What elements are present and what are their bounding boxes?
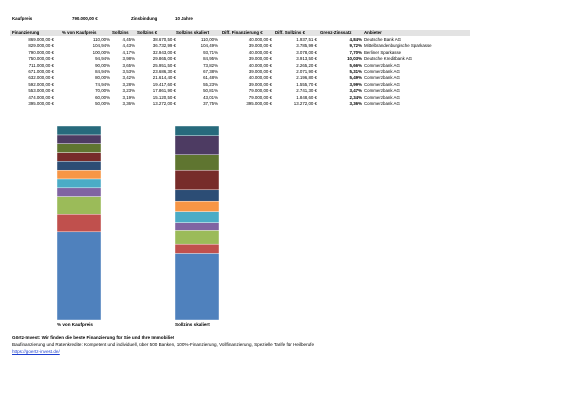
table-cell: Commerzbank AG [364, 88, 400, 94]
table-cell: 3,65% [122, 62, 135, 68]
table-cell: 70,00% [95, 88, 110, 94]
column-header: Sollzins € [137, 30, 158, 35]
table-cell: 4,17% [122, 49, 135, 55]
table-cell: 553.000,00 € [28, 88, 54, 94]
bar-segment [57, 232, 101, 320]
table-cell: 592.000,00 € [28, 81, 54, 87]
zinsbindung-label: Zinsbindung [131, 16, 158, 21]
table-cell: 73,82% [203, 62, 218, 68]
table-cell: 711.000,00 € [28, 62, 54, 68]
financing-table [0, 0, 566, 140]
table-cell: 1.937,51 € [296, 37, 317, 42]
table-cell: 90,00% [95, 62, 110, 68]
table-cell: 474.000,00 € [28, 94, 54, 100]
table-cell: 74,94% [95, 81, 110, 87]
column-header: Diff. Finanzierung € [222, 30, 263, 35]
table-cell: 100,00% [92, 49, 110, 55]
table-cell: 790.000,00 € [28, 49, 54, 55]
footer-headline: Görtz-Invest: Wir finden die beste Finanzierung für Sie und Ihre Immobilie! [12, 335, 175, 340]
table-cell: 79.000,00 € [248, 94, 272, 100]
bar-segment [175, 190, 219, 201]
chart-xlabel: % von Kaufpreis [57, 322, 93, 327]
bar-segment [175, 136, 219, 155]
bar-segment [57, 153, 101, 162]
table-cell: 39.000,00 € [248, 43, 272, 49]
table-cell: 15.120,50 € [152, 94, 176, 100]
table-cell: 2.196,80 € [296, 75, 317, 81]
column-header: Sollzins skaliert [176, 30, 210, 35]
table-cell: Commerzbank AG [364, 62, 400, 68]
table-cell: 3,42% [122, 75, 135, 81]
bar-segment [57, 144, 101, 153]
table-cell: 750.000,00 € [28, 56, 54, 62]
table-cell: 29.865,00 € [152, 56, 176, 62]
table-cell: 829.000,00 € [28, 43, 54, 49]
table-cell: 21.614,40 € [152, 75, 176, 81]
table-cell: 50,00% [95, 101, 110, 106]
column-header: Diff. Sollzins € [275, 30, 306, 35]
table-cell: 395.000,00 € [28, 101, 54, 106]
table-cell: 39.000,00 € [248, 69, 272, 74]
table-cell: 4,45% [122, 37, 135, 42]
table-cell: 2,34% [349, 94, 362, 100]
table-cell: 39.000,00 € [248, 56, 272, 62]
footer-link[interactable]: https://goertz-invest.de/ [12, 349, 60, 354]
table-cell: 869.000,00 € [28, 37, 54, 42]
bar-segment [175, 126, 219, 136]
bar-segment [175, 155, 219, 170]
table-cell: 40.000,00 € [248, 75, 272, 81]
kaufpreis-value: 790.000,00 € [72, 16, 98, 21]
bar-segment [57, 135, 101, 144]
kaufpreis-label: Kaufpreis [12, 16, 33, 21]
table-cell: 43,01% [203, 94, 218, 100]
table-cell: 25.951,50 € [152, 62, 176, 68]
table-cell: 3,36% [349, 101, 362, 106]
table-cell: 671.000,00 € [28, 69, 54, 74]
table-cell: 38.670,50 € [152, 37, 176, 42]
table-cell: 60,00% [95, 94, 110, 100]
table-cell: Commerzbank AG [364, 101, 400, 106]
table-cell: 4,84% [349, 37, 362, 42]
table-cell: 3,28% [122, 81, 135, 87]
bar-segment [175, 244, 219, 253]
bar-segment [57, 214, 101, 232]
table-cell: 3,23% [122, 88, 135, 94]
bar-segment [175, 253, 219, 320]
table-cell: 61,48% [203, 75, 218, 81]
column-header: % von Kaufpreis [62, 30, 97, 35]
table-cell: 632.000,00 € [28, 75, 54, 81]
table-cell: 32.943,00 € [152, 49, 176, 55]
bar-segment [57, 188, 101, 197]
table-cell: 40.000,00 € [248, 49, 272, 55]
table-cell: 3,36% [122, 101, 135, 106]
bar-segment [175, 201, 219, 211]
bar-segment [57, 197, 101, 215]
table-cell: 55,23% [203, 81, 218, 87]
table-cell: 10,03% [347, 56, 362, 62]
table-cell: Commerzbank AG [364, 75, 400, 81]
table-cell: 395.000,00 € [246, 101, 272, 106]
bar-segment [175, 223, 219, 231]
table-cell: 104,94% [92, 43, 110, 49]
table-cell: 2.741,30 € [296, 88, 317, 94]
table-cell: 7,70% [349, 49, 362, 55]
zinsbindung-value: 10 Jahre [175, 16, 193, 21]
table-cell: 17.861,90 € [152, 88, 176, 94]
table-cell: 3,99% [349, 81, 362, 87]
table-cell: 9,72% [349, 43, 362, 49]
table-cell: 19.417,60 € [152, 81, 176, 87]
table-cell: 3.078,00 € [296, 49, 317, 55]
table-cell: Berliner Sparkasse [364, 49, 402, 55]
table-cell: Commerzbank AG [364, 69, 400, 74]
table-cell: 37,75% [203, 101, 218, 106]
table-cell: 1.848,60 € [296, 94, 317, 100]
table-cell: 79.000,00 € [248, 88, 272, 94]
bar-segment [175, 170, 219, 190]
table-cell: 13.272,00 € [152, 101, 176, 106]
table-cell: 3,19% [122, 94, 135, 100]
bar-segment [57, 170, 101, 179]
table-cell: 1.555,70 € [296, 81, 317, 87]
table-cell: 3,53% [122, 69, 135, 74]
table-cell: 23.686,30 € [152, 69, 176, 74]
column-header: Grenz-Zinssatz [320, 30, 352, 35]
table-cell: 3,47% [349, 88, 362, 94]
table-cell: 93,71% [203, 49, 218, 55]
table-cell: 5,66% [349, 62, 362, 68]
bar-segment [175, 212, 219, 223]
table-cell: 40.000,00 € [248, 37, 272, 42]
table-cell: 4,43% [122, 43, 135, 49]
table-cell: Deutsche Bank AG [364, 37, 402, 42]
table-cell: Mittelbrandenburgische Sparkasse [364, 43, 432, 49]
bar-segment [57, 161, 101, 170]
table-cell: Commerzbank AG [364, 94, 400, 100]
table-cell: 2.265,20 € [296, 62, 317, 68]
table-cell: 3.785,99 € [296, 43, 317, 49]
table-cell: 84,94% [95, 69, 110, 74]
table-cell: Deutsche Kreditbank AG [364, 56, 413, 62]
table-cell: 39.000,00 € [248, 81, 272, 87]
table-cell: 110,00% [92, 37, 110, 42]
table-cell: 5,31% [349, 69, 362, 74]
table-cell: 104,49% [200, 43, 218, 49]
column-header: Sollzins [112, 30, 129, 35]
table-cell: 67,38% [203, 69, 218, 74]
charts-area [0, 120, 566, 335]
table-cell: 94,94% [95, 56, 110, 62]
stacked-bar-charts [0, 120, 566, 335]
table-cell: 50,81% [203, 88, 218, 94]
table-cell: 5,49% [349, 75, 362, 81]
bar-segment [57, 126, 101, 135]
bar-segment [57, 179, 101, 188]
table-cell: Commerzbank AG [364, 81, 400, 87]
table-cell: 80,00% [95, 75, 110, 81]
table-cell: 36.732,99 € [152, 43, 176, 49]
bar-segment [175, 230, 219, 244]
table-cell: 84,95% [203, 56, 218, 62]
footer-description: Baufinanzierung und Ratenkredite: Kompetent und individuell, über 500 Banken, 100%-Finanzierung, Vollfinanzierung, Spezielle Tarife für Heilberufe [12, 342, 315, 347]
table-cell: 110,00% [200, 37, 218, 42]
column-header: Anbieter [364, 30, 382, 35]
table-cell: 3.913,50 € [296, 56, 317, 62]
table-cell: 2.071,90 € [296, 69, 317, 74]
table-cell: 40.000,00 € [248, 62, 272, 68]
table-cell: 3,98% [122, 56, 135, 62]
table-cell: 13.272,00 € [293, 101, 317, 106]
column-header: Finanzierung [12, 30, 40, 35]
chart-xlabel: Sollzins skaliert [175, 322, 210, 327]
